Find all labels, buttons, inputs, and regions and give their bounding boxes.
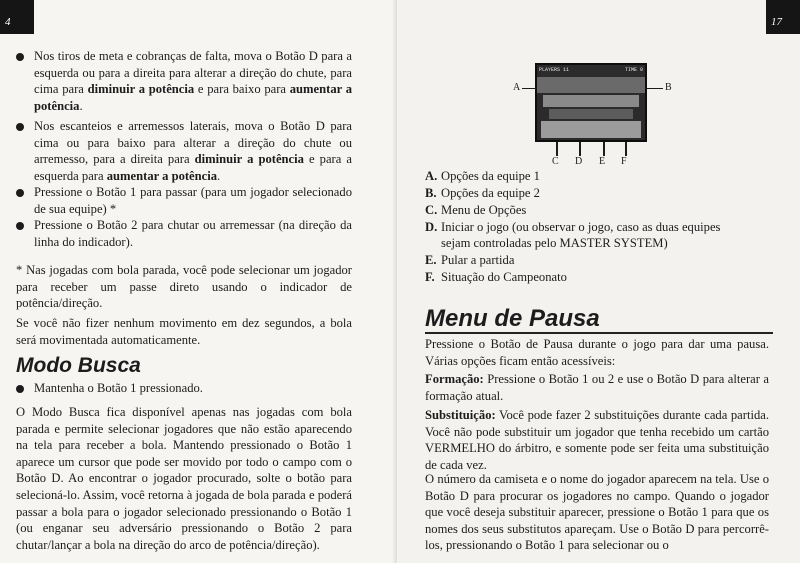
game-screenshot-figure [535, 63, 647, 142]
legend-key: E. [425, 253, 437, 267]
bullet-dot-icon [16, 53, 24, 61]
bullet-goal-kicks: Nos tiros de meta e cobranças de falta, mova o Botão D para a esquerda ou para a direita para alterar a direção do chute, para cima para diminuir a potência e para baixo para aumentar a potência. [34, 49, 353, 113]
callout-a: A [513, 82, 521, 93]
callout-d: D [575, 156, 583, 167]
legend-key: F. [425, 270, 435, 284]
callout-tick [556, 142, 558, 156]
callout-line [522, 88, 536, 89]
legend-text: Pular a partida [441, 253, 515, 267]
hud-left-text: PLAYERS 11 [539, 67, 570, 73]
legend-text: Opções da equipe 2 [441, 186, 540, 200]
bullet-dot-icon [16, 189, 24, 197]
bullet-corners: Nos escanteios e arremessos laterais, mova o Botão D para cima ou para baixo para alterar a direção do chute ou arremesso, para a direita para diminuir a potência e para a esquerda para aumentar a potência. [34, 119, 352, 183]
screen-band [543, 95, 639, 107]
screen-band [541, 121, 641, 138]
callout-f: F [621, 156, 627, 167]
legend-text-continued: sejam controladas pelo MASTER SYSTEM) [441, 236, 668, 250]
substituicao-label: Substituição: [425, 408, 496, 422]
formacao-text: Pressione o Botão 1 ou 2 e use o Botão D para alterar a formação atual. [425, 372, 769, 403]
left-page [0, 0, 397, 563]
substituicao-paragraph [425, 407, 769, 473]
callout-tick [579, 142, 581, 156]
section-title-menu-de-pausa: Menu de Pausa [425, 305, 600, 332]
game-hud [539, 67, 643, 76]
bullet-hold-button: Mantenha o Botão 1 pressionado. [34, 381, 203, 395]
right-page [397, 0, 800, 563]
callout-tick [603, 142, 605, 156]
callout-e: E [599, 156, 606, 167]
pause-intro: Pressione o Botão de Pausa durante o jogo para dar uma pausa. Várias opções ficam então acessíveis: [425, 337, 769, 368]
closing-paragraph: O número da camiseta e o nome do jogador aparecem na tela. Use o Botão D para procurar os jogadores no campo. Quando o jogador que você deseja substituir aparecer, pressione o Botão 1 para que os nomes dos seus substitutos apareçam. Use o Botão D para percorrê-los, pressionando o Botão 1 para selecionar ou o [425, 472, 769, 553]
legend-key: A. [425, 169, 438, 183]
bullet-dot-icon [16, 123, 24, 131]
bullet-dot-icon [16, 222, 24, 230]
formacao-paragraph [425, 371, 769, 404]
right-page-number: 17 [766, 0, 800, 34]
bullet-shoot: Pressione o Botão 2 para chutar ou arremessar (na direção da linha do indicador). [34, 218, 352, 249]
legend-text: Iniciar o jogo (ou observar o jogo, caso as duas equipes [441, 220, 721, 234]
idle-note: Se você não fizer nenhum movimento em dez segundos, a bola será movimentada automaticamente. [16, 316, 352, 347]
section-title-modo-busca: Modo Busca [16, 354, 141, 377]
legend-text: Situação do Campeonato [441, 270, 567, 284]
legend-key: B. [425, 186, 437, 200]
legend-text: Menu de Opções [441, 203, 527, 217]
footnote: * Nas jogadas com bola parada, você pode selecionar um jogador para receber um passe direto usando o indicador de potência/direção. [16, 263, 352, 311]
substituicao-text: Você pode fazer 2 substituições durante cada partida. Você não pode substituir um jogador que tenha recebido um cartão VERMELHO do árbitro, e somente pode ser feita uma substituição de cada vez. [425, 408, 769, 472]
bullet-dot-icon [16, 385, 24, 393]
screen-band [537, 77, 645, 93]
left-page-number: 4 [0, 0, 34, 34]
figure-legend [425, 168, 785, 288]
callout-b: B [665, 82, 672, 93]
modo-busca-body: O Modo Busca fica disponível apenas nas jogadas com bola parada e permite selecionar jogadores que não estão aparecendo na tela para receber a bola. Mantendo pressionado o Botão 1 aparece um cursor que pode ser movido por todo o campo com o Botão D. Ao encontrar o jogador procurado, solte o botão para selecioná-lo. Assim, você retorna à jogada de bola parada e poderá passar a bola para o jogador selecionado pressionando o Botão 1 (ou enganar seu adversário pressionando o Botão 2 para chutar/lançar a bola na direção do arco de potência/direção). [16, 405, 352, 552]
legend-key: D. [425, 220, 438, 234]
legend-text: Opções da equipe 1 [441, 169, 540, 183]
hud-right-text: TIME 0 [624, 67, 643, 73]
callout-c: C [552, 156, 559, 167]
screen-band [549, 109, 633, 119]
formacao-label: Formação: [425, 372, 484, 386]
legend-key: C. [425, 203, 438, 217]
callout-tick [625, 142, 627, 156]
section-rule [425, 332, 773, 334]
callout-line [647, 88, 663, 89]
bullet-pass: Pressione o Botão 1 para passar (para um jogador selecionado de sua equipe) * [34, 185, 352, 216]
